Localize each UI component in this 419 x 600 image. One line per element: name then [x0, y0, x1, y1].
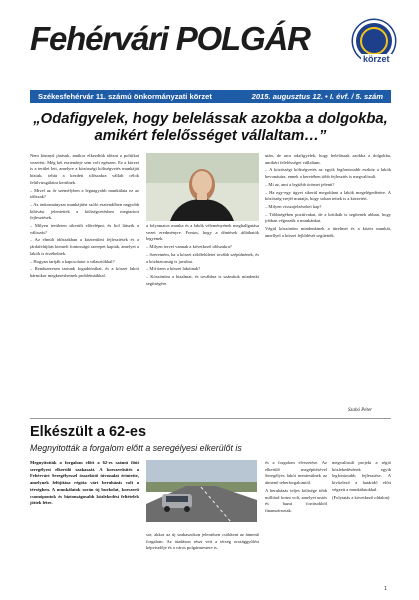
masthead-title: Fehérvári POLGÁR: [30, 20, 310, 57]
paragraph: – Milyen tervei vannak a következő időszakra?: [146, 244, 232, 250]
section-divider: [30, 418, 391, 419]
article2-column-4: [332, 460, 391, 590]
article2-subtitle: Megnyitották a forgalom előtt a seregélyesi elkerülőt is: [30, 443, 242, 453]
banner-issue-date: 2015. augusztus 12. • I. évf. / 5. szám: [251, 92, 383, 101]
paragraph: után, de arra odafigyelek, hogy belelássak azokba a dolgokba, amikért felelősséget vállaltam.: [265, 153, 391, 165]
paragraph: (Folytatás a következő oldalon): [332, 494, 390, 500]
paragraph: és a forgalom elvezetése. Az elkerülő megépítésével Seregélyes lakói mentesülnek az átmenő teherforgalomtól.: [265, 460, 327, 486]
masthead: [30, 18, 390, 66]
masthead-korzet-label: körzet: [363, 54, 390, 64]
paragraph: – Köszönöm a bizalmat, és továbbra is számítok mindenki segítségére.: [146, 273, 259, 286]
paragraph: – Ha egy-egy ügyet sikerül megoldani a lakók megelégedésére. A közösség erejét mutatja, hogy sokan tettek is a körzetért.: [265, 189, 391, 202]
paragraph: – Mi az, ami a legtöbb örömet jelenti?: [265, 181, 335, 187]
paragraph: A beruházás teljes költsége több milliárd forint volt, amelyet uniós és hazai forrásokból finanszíroztak.: [265, 487, 327, 513]
paragraph: – Az önkormányzat munkájáért szóló esztendőben nagyobb kihívást jelentettek a költségvetésben megtartott fejlesztések.: [30, 201, 139, 221]
banner-district: Székesfehérvár 11. számú önkormányzati körzet: [38, 92, 212, 101]
paragraph: – Többségében pozitívakat, de a kritikák is segítenek abban, hogy jobban végezzük a munkánkat.: [265, 211, 391, 224]
paragraph: Nem könnyű járásuk, amikor elkezdtük idézni a politikai vezetést. Még két esztendeje sem volt egészen. Ez a körzet is a terület lett, amelyre a közösségi költségvetés munkáját bíztuk, tehát a kezdeti időszakra vállalt célok felülvizsgálatra kerülnek.: [30, 153, 139, 185]
paragraph: – Milyen területen sikerült előrelépni, és hol látszik a változás?: [30, 223, 139, 235]
article2-column-3: [265, 460, 327, 590]
road-caption: [146, 523, 257, 531]
main-headline: „Odafigyelek, hogy belelássak azokba a dolgokba, amikért felelősséget vállaltam…”: [33, 111, 388, 144]
paragraph: – Rendszeresen tartunk fogadóórákat, és a körzet lakói bármikor megkereshetnek problémáikkal.: [30, 266, 139, 278]
paragraph: sor, akkor az új szakaszokon jelentősen csökkent az átmenő forgalom. Az átadáson részt vett a térség országgyűlési képviselője és a város polgármestere is.: [146, 532, 259, 551]
paragraph: – Az elmúlt időszakban a közterületi fejlesztések és a járdafelújítás kiemelt fontosságú szerepet kaptak, amelyet a lakók is érzékelnek.: [30, 237, 139, 256]
paragraph: a folyamatos munka és a lakók véleményének meghallgatása vezet eredményre. Fontos, hogy a döntések átláthatók legyenek.: [146, 223, 259, 242]
article-column-1: [30, 153, 139, 413]
paragraph: megvalósult projekt a régió közlekedésének egyik legfontosabb fejlesztése. A kivitelező a határidő előtt végzett a munkálatokkal.: [332, 460, 391, 492]
portrait-photo: [146, 153, 259, 221]
issue-banner: [30, 90, 391, 103]
road-image: [146, 460, 257, 522]
article2-lead: Megnyitották a forgalom előtt a 62-es számú főút seregélyesi elkerülő szakaszát. A korszerűsítés a Fehérvárt Seregélyessel összekötő útvonalat érintette, amelynek felújítása régóta várt beruházás volt a térségben. A munkálatok során új burkolat, korszerű csomópontok és biztonságosabb közlekedési feltételek jöttek létre.: [30, 460, 139, 506]
article2-column-2: [146, 532, 259, 590]
paragraph: – Mit üzen a körzet lakóinak?: [146, 266, 201, 272]
road-photo: [146, 460, 257, 522]
paragraph: – Mivel az őr személyben a legnagyobb munkálata ez az időszak?: [30, 187, 139, 200]
article-column-3: [265, 153, 391, 415]
paragraph: Végül köszönöm mindenkinek a türelmet és a közös munkát, amellyel a körzet fejlődését segítették.: [265, 226, 391, 238]
article2-title: Elkészült a 62-es: [30, 424, 147, 440]
paragraph: – Milyen visszajelzéseket kap?: [265, 203, 322, 209]
article-column-2: [146, 223, 259, 413]
paragraph: – A közösségi költségvetés az egyik legfontosabb eszköz a lakók bevonására, ennek a keretében több fejlesztés is megvalósult.: [265, 167, 391, 180]
article-signature: Szabó Péter: [348, 408, 373, 413]
paragraph: – Hogyan tartják a kapcsolatot a választókkal?: [30, 258, 115, 264]
paragraph: – Szeretném, ha a körzet zöldfelületei tovább szépülnének, és a közbiztonság is javulna.: [146, 251, 259, 264]
page-number: 1: [384, 586, 388, 592]
portrait-image: [146, 153, 259, 221]
